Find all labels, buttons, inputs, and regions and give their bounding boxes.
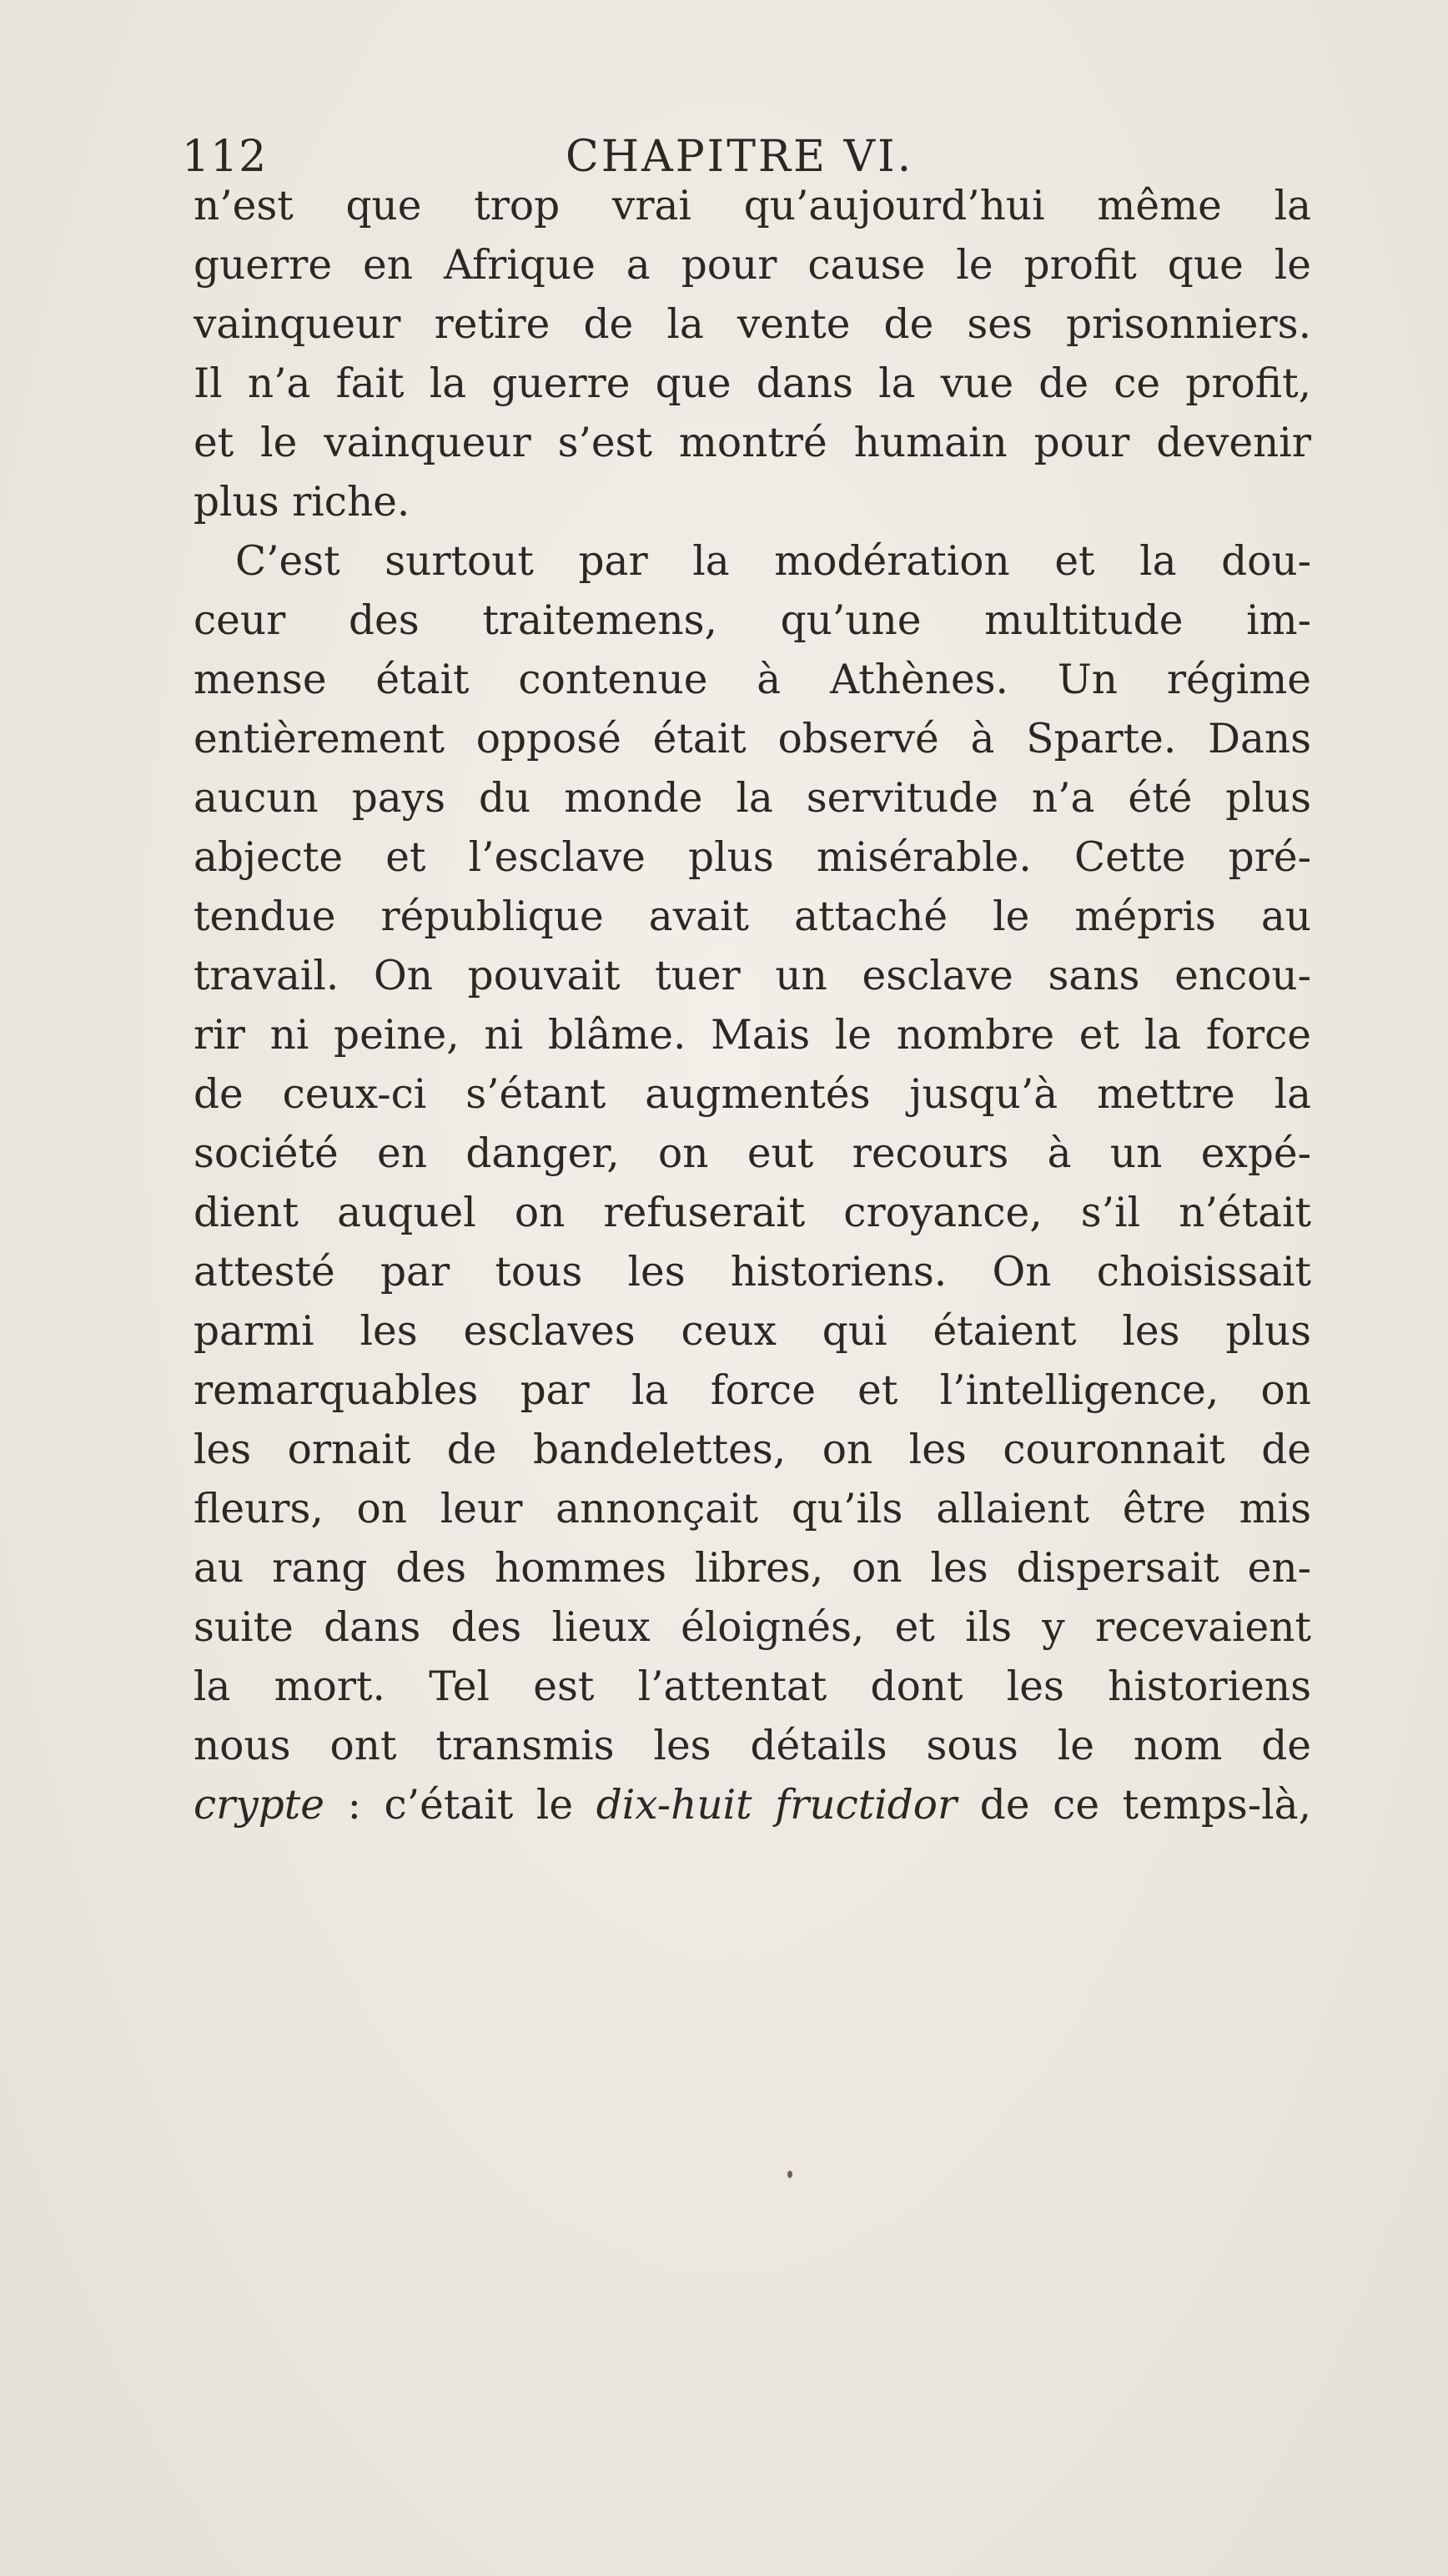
paper-speck — [787, 2171, 792, 2178]
text-line: Il n’a fait la guerre que dans la vue de ce profit, — [194, 360, 1311, 407]
text-line: au rang des hommes libres, on les dispersait en- — [194, 1545, 1311, 1592]
italic-phrase: dix-huit fructidor — [596, 1782, 958, 1829]
text-line: la mort. Tel est l’attentat dont les historiens — [194, 1663, 1311, 1710]
italic-word: crypte — [194, 1782, 324, 1829]
text-line: suite dans des lieux éloignés, et ils y recevaient — [194, 1604, 1311, 1651]
text-line: et le vainqueur s’est montré humain pour devenir — [194, 420, 1311, 466]
plain-text: : c’était le — [324, 1782, 596, 1829]
text-line: aucun pays du monde la servitude n’a été plus — [194, 775, 1311, 822]
text-line: nous ont transmis les détails sous le nom de — [194, 1723, 1311, 1769]
text-line: de ceux-ci s’étant augmentés jusqu’à mettre la — [194, 1071, 1311, 1118]
body-text — [194, 177, 1311, 1835]
text-line: société en danger, on eut recours à un expé- — [194, 1130, 1311, 1177]
plain-text: de ce temps-là, — [957, 1782, 1311, 1829]
page-number: 112 — [182, 132, 268, 182]
text-line: remarquables par la force et l’intelligence, on — [194, 1367, 1311, 1414]
running-head: CHAPITRE VI. — [566, 132, 914, 182]
text-line: mense était contenue à Athènes. Un régime — [194, 657, 1311, 703]
text-line: rir ni peine, ni blâme. Mais le nombre et la force — [194, 1012, 1311, 1059]
text-line: entièrement opposé était observé à Sparte. Dans — [194, 716, 1311, 762]
text-line: guerre en Afrique a pour cause le profit que le — [194, 242, 1311, 289]
text-line: ceur des traitemens, qu’une multitude im- — [194, 597, 1311, 644]
text-line: tendue république avait attaché le mépris au — [194, 893, 1311, 940]
text-line: travail. On pouvait tuer un esclave sans encou- — [194, 953, 1311, 999]
text-line: attesté par tous les historiens. On choisissait — [194, 1249, 1311, 1296]
text-line: les ornait de bandelettes, on les couronnait de — [194, 1426, 1311, 1473]
text-line: fleurs, on leur annonçait qu’ils allaient être mis — [194, 1486, 1311, 1532]
text-line: vainqueur retire de la vente de ses prisonniers. — [194, 301, 1311, 348]
text-line: parmi les esclaves ceux qui étaient les plus — [194, 1308, 1311, 1355]
text-line: plus riche. — [194, 479, 410, 526]
text-line: abjecte et l’esclave plus misérable. Cette pré- — [194, 834, 1311, 881]
text-line-last — [194, 1776, 1311, 1835]
text-line: n’est que trop vrai qu’aujourd’hui même la — [194, 183, 1311, 229]
text-line: dient auquel on refuserait croyance, s’il n’était — [194, 1190, 1311, 1236]
paragraph-start-line: C’est surtout par la modération et la dou- — [235, 538, 1311, 585]
